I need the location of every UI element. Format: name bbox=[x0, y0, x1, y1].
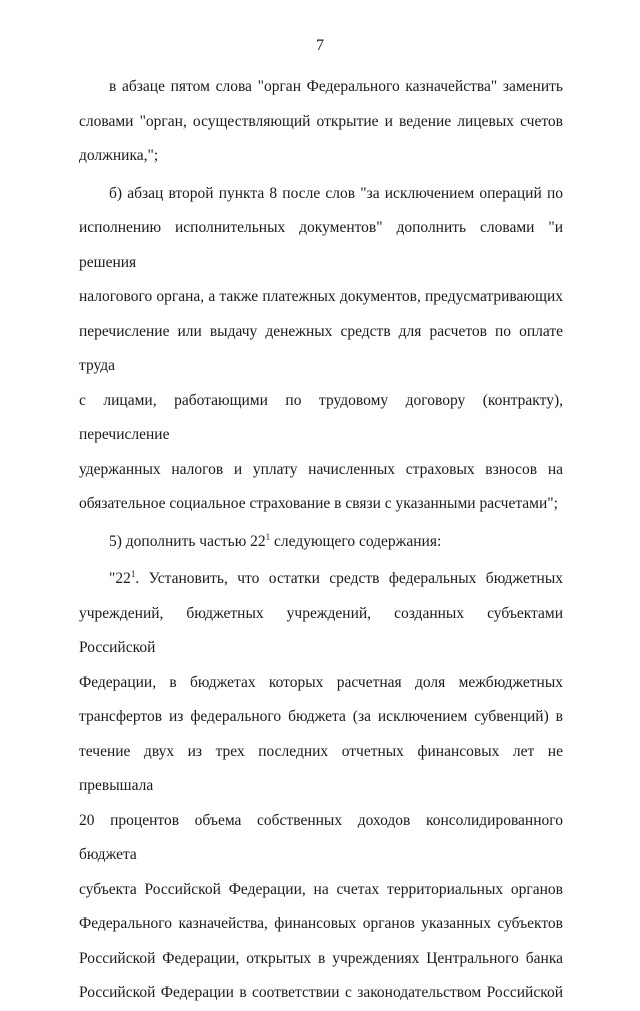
text-line: налогового органа, а также платежных документов, предусматривающих bbox=[79, 288, 563, 305]
text-line: Федерального казначейства, финансовых органов указанных субъектов bbox=[79, 915, 563, 932]
text-line: Российской Федерации в соответствии с законодательством Российской bbox=[79, 984, 563, 1001]
text-line: субъекта Российской Федерации, на счетах территориальных органов bbox=[79, 880, 563, 898]
text-line: течение двух из трех последних отчетных финансовых лет не превышала bbox=[79, 742, 563, 794]
text-line: в абзаце пятом слова "орган Федерального казначейства" заменить bbox=[109, 78, 563, 95]
text-line: б) абзац второй пункта 8 после слов "за исключением операций по bbox=[109, 184, 563, 202]
superscript: 1 bbox=[130, 569, 136, 579]
superscript: 1 bbox=[265, 531, 271, 542]
text-line: исполнению исполнительных документов" дополнить словами "и решения bbox=[79, 219, 563, 271]
page-number: 7 bbox=[316, 37, 324, 54]
text-line: Российской Федерации, открытых в учреждениях Центрального банка bbox=[79, 949, 563, 967]
text-line: трансфертов из федерального бюджета (за исключением субвенций) в bbox=[79, 708, 563, 725]
paragraph-22-1 bbox=[79, 562, 563, 1011]
text-fragment: "22 bbox=[109, 570, 131, 587]
text-line: учреждений, бюджетных учреждений, созданных субъектами Российской bbox=[79, 604, 563, 656]
paragraph-5 bbox=[79, 525, 563, 560]
text-line: 20 процентов объема собственных доходов консолидированного бюджета bbox=[79, 811, 563, 863]
text-fragment: следующего содержания: bbox=[270, 532, 442, 550]
text-line: с лицами, работающими по трудовому договору (контракту), перечисление bbox=[79, 391, 563, 443]
text-line: удержанных налогов и уплату начисленных страховых взносов на bbox=[79, 460, 563, 478]
text-line: обязательное социальное страхование в связи с указанными расчетами"; bbox=[79, 495, 558, 512]
document-body bbox=[79, 70, 563, 1011]
text-line: Федерации, в бюджетах которых расчетная доля межбюджетных bbox=[79, 673, 563, 691]
paragraph-b bbox=[79, 177, 563, 522]
text-fragment: . Установить, что остатки средств федеральных бюджетных bbox=[135, 570, 563, 587]
text-line bbox=[79, 525, 563, 560]
text-line: перечисление или выдачу денежных средств для расчетов по оплате труда bbox=[79, 322, 563, 374]
text-line: словами "орган, осуществляющий открытие и ведение лицевых счетов bbox=[79, 112, 563, 130]
paragraph-abzac-5 bbox=[79, 70, 563, 174]
text-line: должника,"; bbox=[79, 147, 159, 164]
text-line bbox=[79, 562, 563, 597]
text-fragment: 5) дополнить частью 22 bbox=[109, 532, 266, 550]
